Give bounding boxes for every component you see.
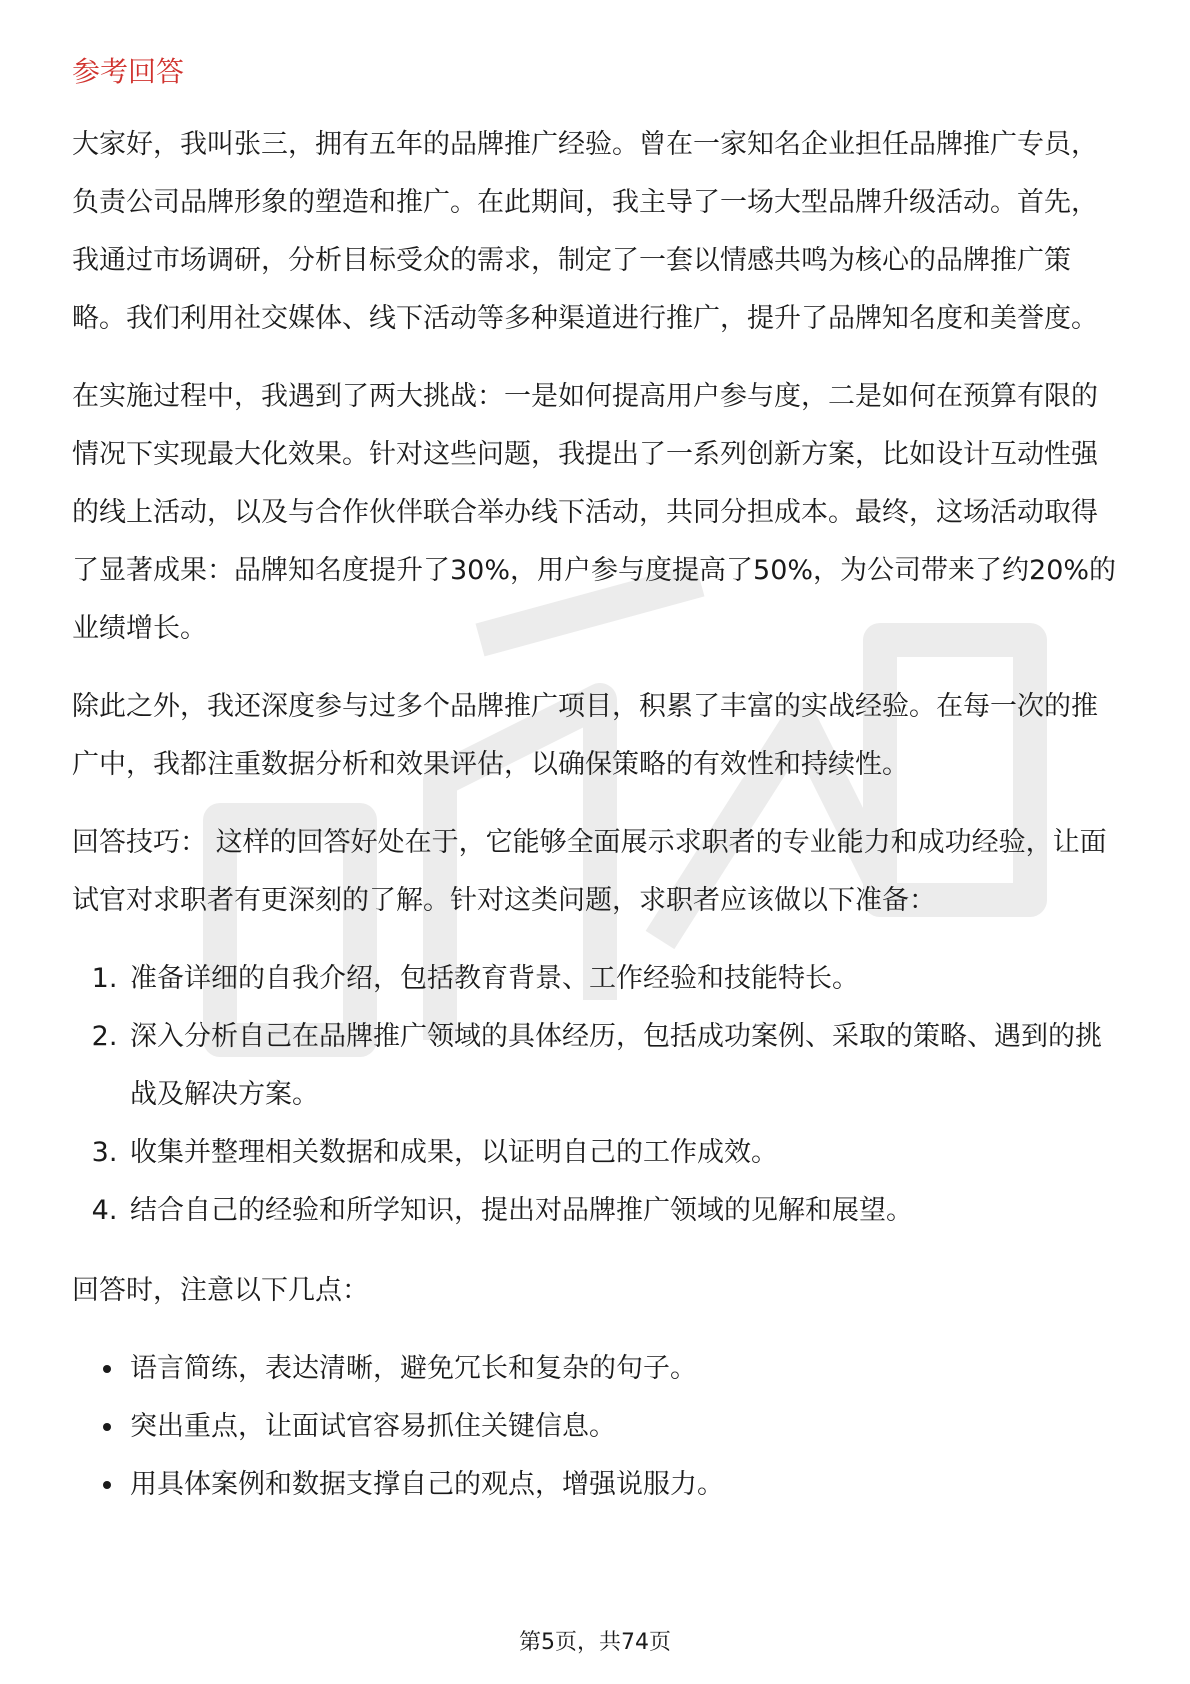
answer-paragraph-3: 除此之外，我还深度参与过多个品牌推广项目，积累了丰富的实战经验。在每一次的推广中，我都注重数据分析和效果评估，以确保策略的有效性和持续性。	[72, 691, 1098, 780]
list-item: 2. 深入分析自己在品牌推广领域的具体经历，包括成功案例、采取的策略、遇到的挑战及解决方案。	[126, 1008, 1118, 1124]
list-item: • 用具体案例和数据支撑自己的观点，增强说服力。	[126, 1456, 1118, 1514]
preparation-list	[72, 950, 1118, 1240]
list-item: • 突出重点，让面试官容易抓住关键信息。	[126, 1398, 1118, 1456]
list-item: 1. 准备详细的自我介绍，包括教育背景、工作经验和技能特长。	[126, 950, 1118, 1008]
tips-paragraph: 回答技巧： 这样的回答好处在于，它能够全面展示求职者的专业能力和成功经验，让面试官对求职者有更深刻的了解。针对这类问题，求职者应该做以下准备：	[72, 827, 1107, 916]
answer-paragraph-2: 在实施过程中，我遇到了两大挑战：一是如何提高用户参与度，二是如何在预算有限的情况下实现最大化效果。针对这些问题，我提出了一系列创新方案，比如设计互动性强的线上活动，以及与合作伙伴联合举办线下活动，共同分担成本。最终，这场活动取得了显著成果：品牌知名度提升了30%，用户参与度提高了50%，为公司带来了约20%的业绩增长。	[72, 381, 1117, 644]
list-item: 4. 结合自己的经验和所学知识，提出对品牌推广领域的见解和展望。	[126, 1182, 1118, 1240]
answer-paragraph-1: 大家好，我叫张三，拥有五年的品牌推广经验。曾在一家知名企业担任品牌推广专员，负责公司品牌形象的塑造和推广。在此期间，我主导了一场大型品牌升级活动。首先，我通过市场调研，分析目标受众的需求，制定了一套以情感共鸣为核心的品牌推广策略。我们利用社交媒体、线下活动等多种渠道进行推广，提升了品牌知名度和美誉度。	[72, 129, 1098, 334]
notes-list	[72, 1340, 1118, 1514]
section-title: 参考回答	[72, 55, 185, 88]
page-number: 第5页，共74页	[519, 1630, 671, 1655]
document-page	[72, 52, 1118, 1536]
list-item: • 语言简练，表达清晰，避免冗长和复杂的句子。	[126, 1340, 1118, 1398]
list-item: 3. 收集并整理相关数据和成果，以证明自己的工作成效。	[126, 1124, 1118, 1182]
notes-heading: 回答时，注意以下几点：	[72, 1275, 369, 1306]
